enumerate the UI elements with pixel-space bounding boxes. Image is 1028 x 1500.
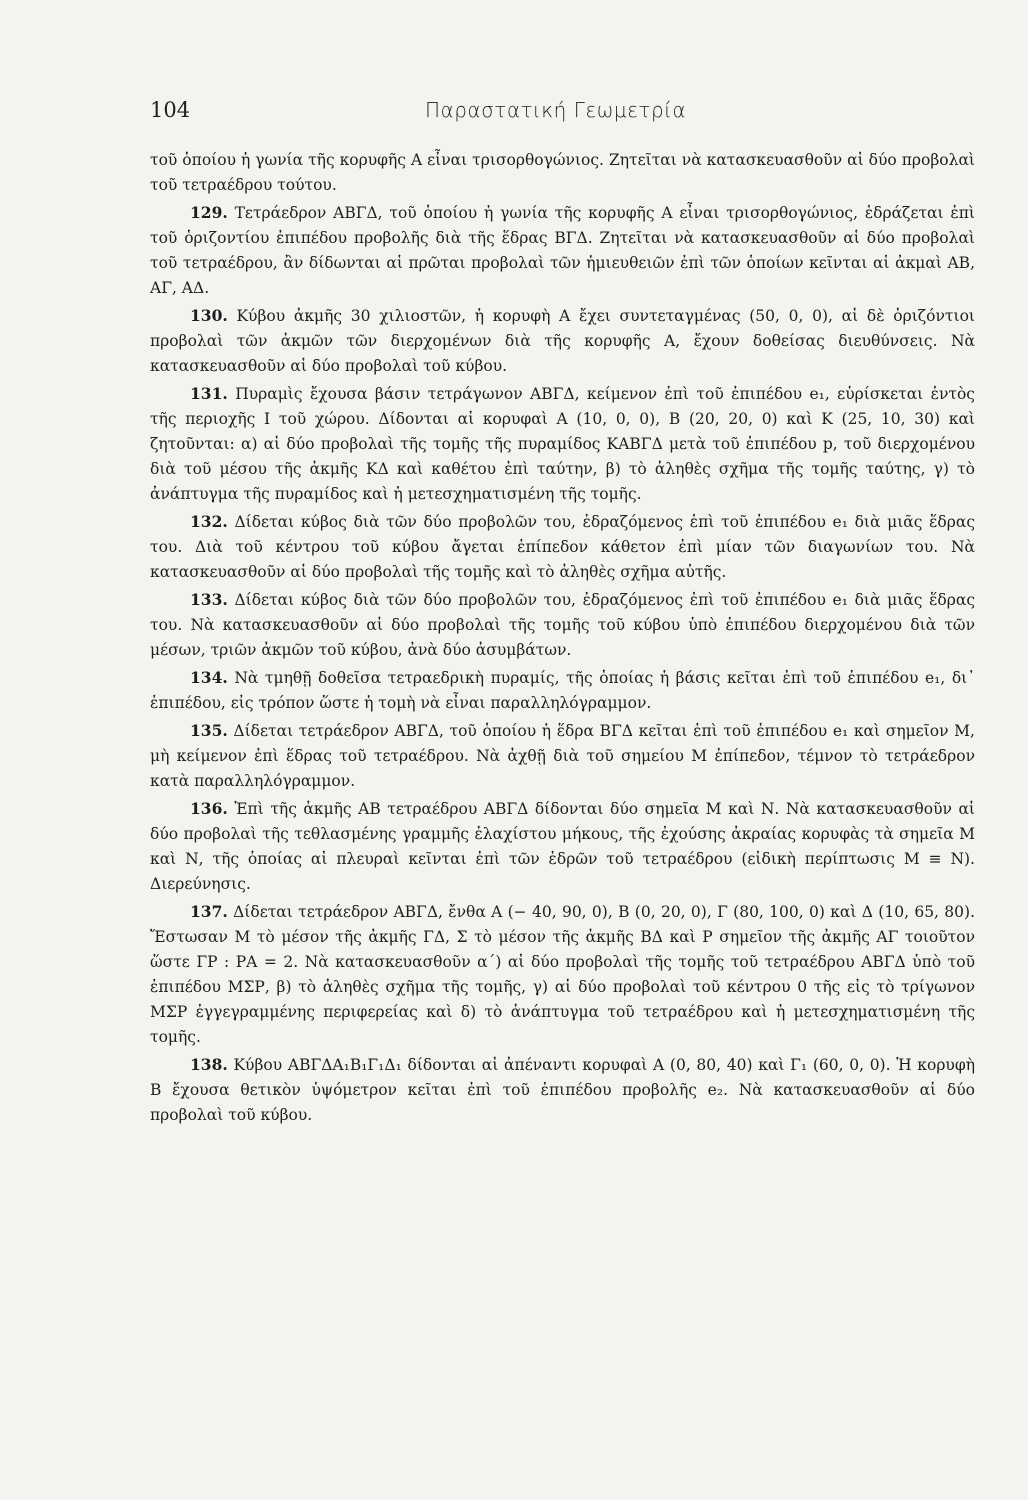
problem-number: 135. [190,721,228,740]
problem-number: 138. [190,1055,228,1074]
problem-136 [150,796,975,897]
paragraph-text: τοῦ ὁποίου ἡ γωνία τῆς κορυφῆς Α εἶναι τρισορθογώνιος. Ζητεῖται νὰ κατασκευασθοῦν αἱ δύο προβολαὶ τοῦ τετραέδρου τούτου. [150,151,975,194]
problem-text: Τετράεδρον ΑΒΓΔ, τοῦ ὁποίου ἡ γωνία τῆς κορυφῆς Α εἶναι τρισορθογώνιος, ἑδράζεται ἐπὶ τοῦ ὁριζοντίου ἐπιπέδου προβολῆς διὰ τῆς ἕδρας ΒΓΔ. Ζητεῖται νὰ κατασκευασθοῦν αἱ δύο προβολαὶ τοῦ τετραέδρου, ἂν δίδωνται αἱ πρῶται προβολαὶ τῶν ἡμιευθειῶν ἐπὶ τῶν ὁποίων κεῖνται αἱ ἀκμαὶ ΑΒ, ΑΓ, ΑΔ. [150,204,975,297]
problem-text: Κύβου ΑΒΓΔΑ₁Β₁Γ₁Δ₁ δίδονται αἱ ἀπέναντι κορυφαὶ Α (0, 80, 40) καὶ Γ₁ (60, 0, 0). Ἡ κορυφὴ Β ἔχουσα θετικὸν ὑψόμετρον κεῖται ἐπὶ τοῦ ἐπιπέδου προβολῆς e₂. Νὰ κατασκευασθοῦν αἱ δύο προβολαὶ τοῦ κύβου. [150,1056,975,1124]
problem-132 [150,509,975,585]
paragraph-continued [150,148,975,198]
running-title: Παραστατική Γεωμετρία [425,98,687,122]
page-header [150,98,890,128]
problem-number: 130. [190,306,228,325]
problem-text: Πυραμὶς ἔχουσα βάσιν τετράγωνον ΑΒΓΔ, κείμενον ἐπὶ τοῦ ἐπιπέδου e₁, εὑρίσκεται ἐντὸς τῆς περιοχῆς I τοῦ χώρου. Δίδονται αἱ κορυφαὶ Α (10, 0, 0), Β (20, 20, 0) καὶ Κ (25, 10, 30) καὶ ζητοῦνται: α) αἱ δύο προβολαὶ τῆς τομῆς τῆς πυραμίδος ΚΑΒΓΔ μετὰ τοῦ ἐπιπέδου p, τοῦ διερχομένου διὰ τοῦ μέσου τῆς ἀκμῆς ΚΔ καὶ καθέτου ἐπὶ ταύτην, β) τὸ ἀληθὲς σχῆμα τῆς τομῆς ταύτης, γ) τὸ ἀνάπτυγμα τῆς πυραμίδος καὶ ἡ μετεσχηματισμένη τῆς τομῆς. [150,385,975,503]
problem-130 [150,303,975,379]
problem-text: Κύβου ἀκμῆς 30 χιλιοστῶν, ἡ κορυφὴ Α ἔχει συντεταγμένας (50, 0, 0), αἱ δὲ ὁριζόντιοι προβολαὶ τῶν ἀκμῶν τῶν διερχομένων διὰ τῆς κορυφῆς Α, ἔχουν δοθείσας διευθύνσεις. Νὰ κατασκευασθοῦν αἱ δύο προβολαὶ τοῦ κύβου. [150,307,975,375]
problem-134 [150,665,975,716]
problem-137 [150,899,975,1050]
body-text [150,148,975,1128]
page-number: 104 [150,98,191,122]
problem-number: 134. [190,668,228,687]
problem-text: Δίδεται κύβος διὰ τῶν δύο προβολῶν του, ἑδραζόμενος ἐπὶ τοῦ ἐπιπέδου e₁ διὰ μιᾶς ἕδρας του. Διὰ τοῦ κέντρου τοῦ κύβου ἄγεται ἐπίπεδον κάθετον ἐπὶ μίαν τῶν διαγωνίων του. Νὰ κατασκευασθοῦν αἱ δύο προβολαὶ τῆς τομῆς καὶ τὸ ἀληθὲς σχῆμα αὐτῆς. [150,513,975,581]
problem-number: 137. [190,902,228,921]
problem-138 [150,1052,975,1128]
problem-text: Δίδεται τετράεδρον ΑΒΓΔ, τοῦ ὁποίου ἡ ἕδρα ΒΓΔ κεῖται ἐπὶ τοῦ ἐπιπέδου e₁ καὶ σημεῖον Μ, μὴ κείμενον ἐπὶ ἕδρας τοῦ τετραέδρου. Νὰ ἀχθῇ διὰ τοῦ σημείου Μ ἐπίπεδον, τέμνον τὸ τετράεδρον κατὰ παραλληλόγραμμον. [150,722,975,790]
problem-text: Νὰ τμηθῇ δοθεῖσα τετραεδρικὴ πυραμίς, τῆς ὁποίας ἡ βάσις κεῖται ἐπὶ τοῦ ἐπιπέδου e₁, δι᾽ ἐπιπέδου, εἰς τρόπον ὥστε ἡ τομὴ νὰ εἶναι παραλληλόγραμμον. [150,669,975,712]
problem-133 [150,587,975,663]
problem-number: 132. [190,512,228,531]
problem-135 [150,718,975,794]
problem-text: Ἐπὶ τῆς ἀκμῆς ΑΒ τετραέδρου ΑΒΓΔ δίδονται δύο σημεῖα Μ καὶ Ν. Νὰ κατασκευασθοῦν αἱ δύο προβολαὶ τῆς τεθλασμένης γραμμῆς ἐλαχίστου μήκους, τῆς ἐχούσης ἀκραίας κορυφὰς τὰ σημεῖα Μ καὶ Ν, τῆς ὁποίας αἱ πλευραὶ κεῖνται ἐπὶ τῶν ἑδρῶν τοῦ τετραέδρου (εἰδικὴ περίπτωσις Μ ≡ Ν). Διερεύνησις. [150,800,975,893]
problem-number: 133. [190,590,228,609]
problem-number: 136. [190,799,228,818]
problem-129 [150,200,975,301]
problem-number: 129. [190,203,228,222]
problem-131 [150,381,975,507]
problem-text: Δίδεται κύβος διὰ τῶν δύο προβολῶν του, ἑδραζόμενος ἐπὶ τοῦ ἐπιπέδου e₁ διὰ μιᾶς ἕδρας του. Νὰ κατασκευασθοῦν αἱ δύο προβολαὶ τῆς τομῆς τοῦ κύβου ὑπὸ ἐπιπέδου διερχομένου διὰ τῶν μέσων, τριῶν ἀκμῶν τοῦ κύβου, ἀνὰ δύο ἀσυμβάτων. [150,591,975,659]
problem-number: 131. [190,384,228,403]
problem-text: Δίδεται τετράεδρον ΑΒΓΔ, ἔνθα Α (− 40, 90, 0), Β (0, 20, 0), Γ (80, 100, 0) καὶ Δ (10, 65, 80). Ἔστωσαν Μ τὸ μέσον τῆς ἀκμῆς ΓΔ, Σ τὸ μέσον τῆς ἀκμῆς ΒΔ καὶ Ρ σημεῖον τῆς ἀκμῆς ΑΓ τοιοῦτον ὥστε ΓΡ : ΡΑ = 2. Νὰ κατασκευασθοῦν α΄) αἱ δύο προβολαὶ τῆς τομῆς τοῦ τετραέδρου ΑΒΓΔ ὑπὸ τοῦ ἐπιπέδου ΜΣΡ, β) τὸ ἀληθὲς σχῆμα τῆς τομῆς, γ) αἱ δύο προβολαὶ τοῦ κέντρου 0 τῆς εἰς τὸ τρίγωνον ΜΣΡ ἐγγεγραμμένης περιφερείας καὶ δ) τὸ ἀνάπτυγμα τοῦ τετραέδρου καὶ ἡ μετεσχηματισμένη τῆς τομῆς. [150,903,975,1046]
